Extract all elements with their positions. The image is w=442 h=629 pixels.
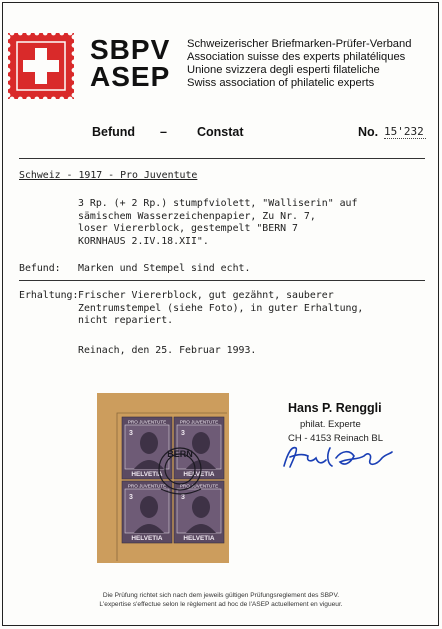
befund-text: Marken und Stempel sind echt. — [78, 263, 251, 274]
org-short-sbpv: SBPV — [90, 34, 171, 65]
erhaltung-line-1: Frischer Viererblock, gut gezähnt, sauberer — [78, 290, 334, 301]
stamp-block-photo — [97, 393, 229, 563]
swiss-cross-stamp-icon — [5, 30, 77, 102]
stamp-value: 3 — [181, 430, 185, 437]
constat-heading: Constat — [197, 125, 244, 139]
stamp-top-text: PRO JUVENTUTE — [127, 483, 167, 489]
stamp-bottom-text: HELVETIA — [131, 471, 163, 478]
footer-note-fr: L'expertise s'effectue selon le règlement ad hoc de l'ASEP actuellement en vigueur. — [99, 601, 343, 608]
org-name-de: Schweizerischer Briefmarken-Prüfer-Verband — [187, 38, 412, 50]
erhaltung-line-3: nicht repariert. — [78, 315, 174, 327]
stamp-top-text: PRO JUVENTUTE — [179, 483, 219, 489]
befund-label: Befund: — [19, 263, 61, 274]
cancel-postmark-text: BERN — [167, 449, 193, 459]
stamp-bottom-text: HELVETIA — [183, 535, 215, 542]
description-line-2: sämischem Wasserzeichenpapier, Zu Nr. 7, — [78, 210, 316, 222]
org-name-en: Swiss association of philatelic experts — [187, 77, 375, 89]
divider-middle — [19, 280, 425, 281]
footer-note-de: Die Prüfung richtet sich nach dem jeweils gültigen Prüfungsreglement des SBPV. — [102, 592, 340, 599]
divider-top — [19, 158, 425, 159]
description-line-4: KORNHAUS 2.IV.18.XII". — [78, 235, 209, 247]
org-short-asep: ASEP — [90, 61, 171, 92]
number-label: No. — [358, 125, 379, 139]
subject-title: Schweiz - 1917 - Pro Juventute — [19, 170, 198, 181]
befund-heading: Befund — [92, 125, 136, 139]
erhaltung-label: Erhaltung: — [19, 290, 79, 301]
handwritten-signature — [278, 440, 398, 472]
org-name-fr: Association suisse des experts philatéliques — [187, 51, 406, 63]
description-line-3: loser Viererblock, gestempelt "BERN 7 — [78, 223, 298, 235]
expert-title: philat. Experte — [300, 419, 361, 430]
description-line-1: 3 Rp. (+ 2 Rp.) stumpfviolett, "Walliserin" auf — [78, 198, 358, 209]
stamp-bottom-text: HELVETIA — [183, 471, 215, 478]
stamp-top-text: PRO JUVENTUTE — [179, 419, 219, 425]
stamp-value: 3 — [181, 494, 185, 501]
stamp-value: 3 — [129, 494, 133, 501]
stamp-block-image — [97, 393, 229, 563]
org-name-it: Unione svizzera degli esperti filateliche — [187, 64, 380, 76]
erhaltung-line-2: Zentrumstempel (siehe Foto), in guter Erhaltung, — [78, 302, 364, 314]
certificate-number: 15'232 — [384, 125, 426, 139]
expert-address: CH - 4153 Reinach BL — [288, 433, 384, 444]
stamp-top-text: PRO JUVENTUTE — [127, 419, 167, 425]
sbpv-logo — [5, 30, 77, 102]
stamp-bottom-text: HELVETIA — [131, 535, 163, 542]
stamp-value: 3 — [129, 430, 133, 437]
date-line: Reinach, den 25. Februar 1993. — [78, 345, 257, 356]
heading-dash: – — [160, 125, 167, 139]
expert-name: Hans P. Renggli — [288, 401, 382, 415]
